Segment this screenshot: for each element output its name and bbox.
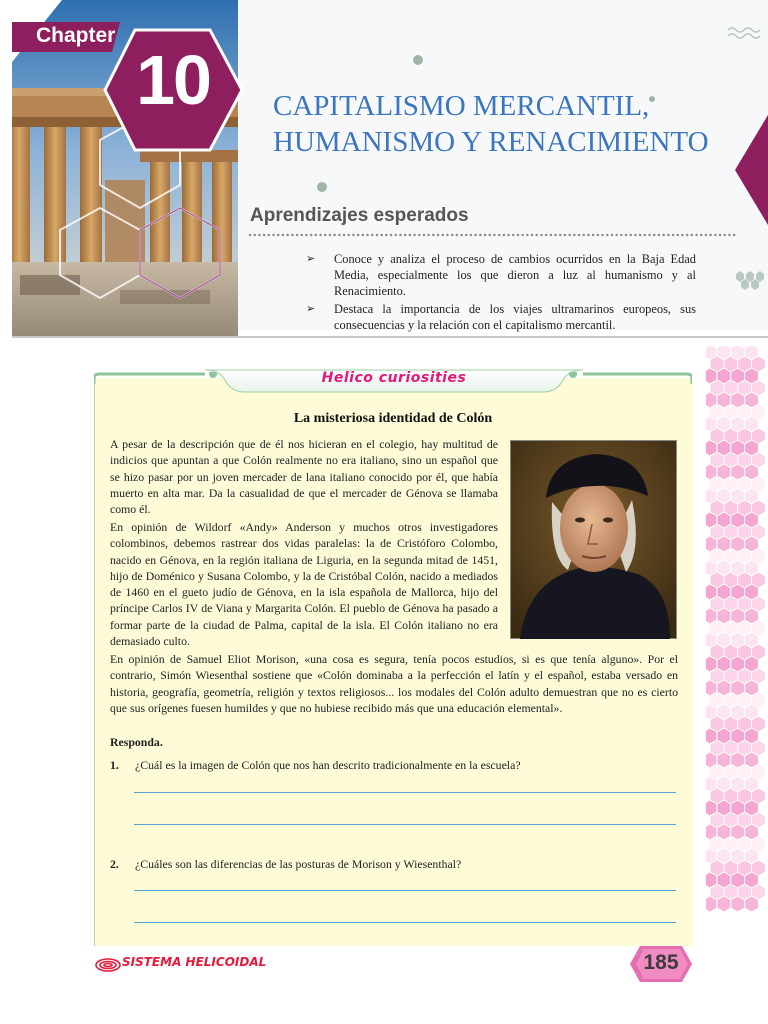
hexagon-tile [745,896,759,912]
chapter-number: 10 [136,41,210,119]
columbus-portrait-image [510,440,677,639]
objective-item [306,301,696,333]
arrow-bullet-icon: ➢ [306,302,316,315]
footer-brand: SISTEMA HELICOIDAL [122,955,267,969]
objective-text: Conoce y analiza el proceso de cambios ocurridos en la Baja Edad Media, especialmente los que dieron a luz al humanismo y al Renacimiento. [334,252,696,298]
dotted-divider [248,232,738,238]
chapter-label: Chapter [36,24,116,47]
chapter-header [0,0,768,345]
page-number: 185 [643,951,679,974]
question-number: 1. [110,758,119,772]
chapter-title-line-1: CAPITALISMO MERCANTIL, [273,90,650,122]
paragraph: En opinión de Wildorf «Andy» Anderson y muchos otros investigadores colombinos, debemos rastrear dos vidas paralelas: la de Cristóforo Colombo, nacido en Génova, en la región italiana de Liguria, en la segunda mitad de 1451, hijo de Doménico y Susana Colombo, y la de Cristóbal Colón, nacido a mediados de 1460 en el gueto judío de Génova, en la isla española de Mallorca, hijo del príncipe Carlos IV de Viana y Margarita Colón. El pueblo de Génova ha pasado a formar parte de la ciudad de Palma, capital de la isla. El Colón italiano no era demasiado culto. [110,520,498,649]
hexagon-tile [717,896,731,912]
objective-text: Destaca la importancia de los viajes ultramarinos europeos, sus consecuencias y la relación con el capitalismo mercantil. [334,302,696,332]
curiosity-title: La misteriosa identidad de Colón [293,411,493,426]
arrow-bullet-icon: ➢ [306,252,316,265]
question-text: ¿Cuál es la imagen de Colón que nos han descrito tradicionalmente en la escuela? [135,758,521,772]
question-text: ¿Cuáles son las diferencias de las posturas de Morison y Wiesenthal? [135,857,462,871]
answer-line[interactable] [134,922,676,923]
answer-line[interactable] [134,792,676,793]
hexagon-tile [731,896,745,912]
expected-learning-heading: Aprendizajes esperados [250,205,469,226]
answer-line[interactable] [134,824,676,825]
responda-label: Responda. [110,735,163,749]
objective-item [306,251,696,299]
curiosities-tab-label: Helico curiosities [321,370,467,386]
question-number: 2. [110,857,119,871]
paragraph: A pesar de la descripción que de él nos hicieran en el colegio, hay multitud de indicios que apuntan a que Colón realmente no era italiano, sino un español que se hizo pasar por un joven mercader de lana italiano conocido por él, que había muerto en alta mar. Da la casualidad de que el mercader de Génova se llamaba como él. [110,437,498,517]
hexagon-pattern-decoration [706,346,768,1024]
paragraph: En opinión de Samuel Eliot Morison, «una cosa es segura, tenía pocos estudios, si es que tenía alguno». Por el contrario, Simón Wiesenthal sostiene que «Colón dominaba a la perfección el latín y el español, estaba versado en historia, geografía, geometría, religión y textos religiosos... los modales del Colón adulto demuestran que no es cierto que sus orígenes fuesen humildes y que no hubiese recibido más que una educación elemental». [110,652,678,715]
answer-line[interactable] [134,890,676,891]
chapter-title-line-2: HUMANISMO Y RENACIMIENTO [273,126,709,158]
